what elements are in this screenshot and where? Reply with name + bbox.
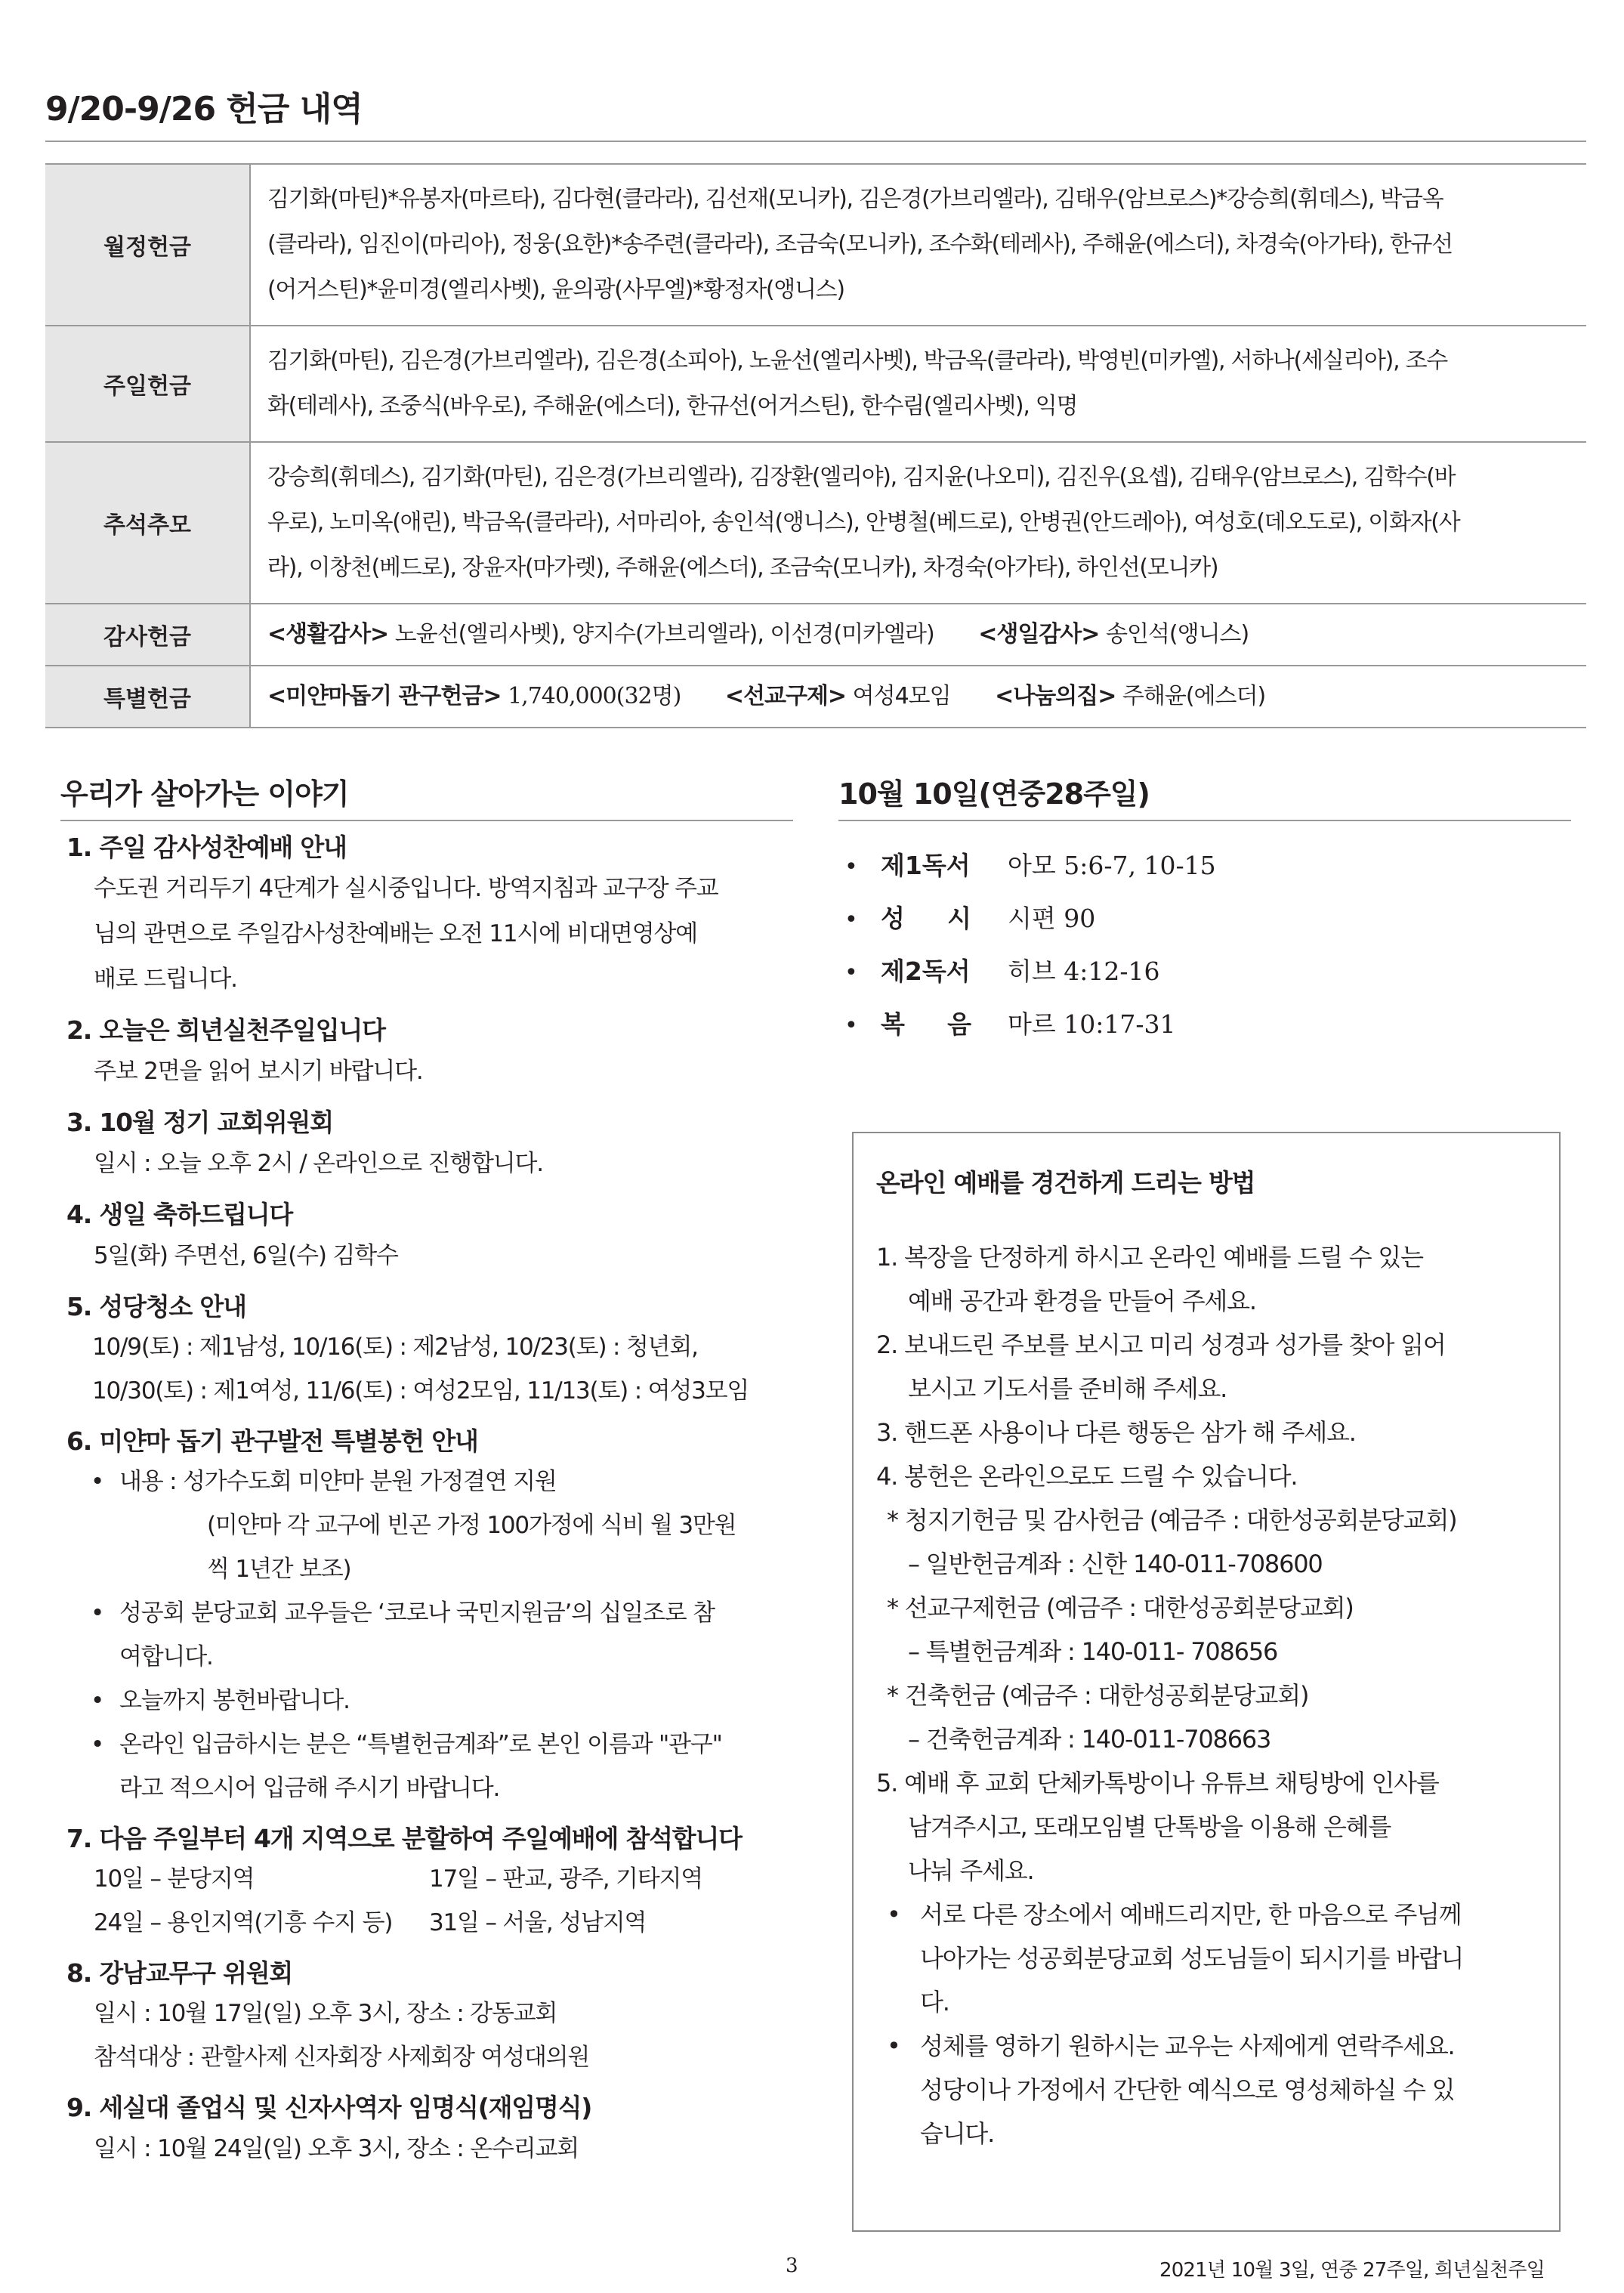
news-item-title: 3. 10월 정기 교회위원회 bbox=[66, 1108, 333, 1137]
lectionary-list bbox=[844, 840, 1524, 1052]
special-sharing bbox=[995, 683, 1265, 709]
names-line: 우로), 노미옥(애린), 박금옥(클라라), 서마리아, 송인석(앵니스), 안병철(베드로), 안병권(안드레아), 여성호(데오도로), 이화자(사 bbox=[267, 509, 1460, 536]
reading-label: 성 시 bbox=[881, 904, 971, 933]
account-holder: * 청지기헌금 및 감사헌금 (예금주 : 대한성공회분당교회) bbox=[887, 1506, 1457, 1534]
account-number: – 특별헌금계좌 : 140-011- 708656 bbox=[908, 1637, 1278, 1666]
news-item-body bbox=[66, 1325, 799, 1413]
bullet-dot: • bbox=[91, 1599, 104, 1627]
guide-item bbox=[876, 1323, 1536, 1411]
reading-ref: 아모 5:6-7, 10-15 bbox=[1008, 851, 1216, 880]
news-item-title: 9. 세실대 졸업식 및 신자사역자 임명식(재임명식) bbox=[66, 2093, 592, 2122]
guide-line: 보시고 기도서를 준비해 주세요. bbox=[908, 1374, 1227, 1403]
reading-ref: 히브 4:12-16 bbox=[1008, 956, 1160, 986]
reading-ref: 마르 10:17-31 bbox=[1008, 1009, 1176, 1039]
bullet-dot: • bbox=[91, 1687, 104, 1714]
news-item-body bbox=[66, 1857, 799, 1945]
body-line: 일시 : 10월 24일(일) 오후 3시, 장소 : 온수리교회 bbox=[94, 2135, 579, 2162]
body-line: 일시 : 10월 17일(일) 오후 3시, 장소 : 강동교회 bbox=[94, 2000, 557, 2027]
guide-bullet bbox=[876, 1893, 1536, 2024]
guide-bullet bbox=[876, 2024, 1536, 2155]
news-item-body bbox=[66, 1141, 799, 1186]
lectionary-item bbox=[844, 999, 1524, 1052]
news-item-title: 1. 주일 감사성찬예배 안내 bbox=[66, 833, 347, 862]
names-line: 김기화(마틴), 김은경(가브리엘라), 김은경(소피아), 노윤선(엘리사벳), 박금옥(클라라), 박영빈(미카엘), 서하나(세실리아), 조수 bbox=[267, 348, 1447, 374]
news-heading: 우리가 살아가는 이야기 bbox=[60, 771, 793, 821]
offering-title: 9/20-9/26 헌금 내역 bbox=[45, 82, 1586, 142]
body-line: 씩 1년간 보조) bbox=[207, 1556, 351, 1583]
reading-label: 제1독서 bbox=[881, 851, 971, 880]
offering-row-special bbox=[45, 666, 1586, 728]
news-item-title: 2. 오늘은 희년실천주일입니다 bbox=[66, 1015, 385, 1045]
body-line: 여합니다. bbox=[119, 1643, 213, 1670]
region-cell: 17일 – 판교, 광주, 기타지역 bbox=[429, 1865, 702, 1893]
page-number: 3 bbox=[786, 2254, 798, 2277]
tag: <생활감사> bbox=[267, 621, 389, 647]
guide-line: 나눠 주세요. bbox=[908, 1856, 1034, 1885]
guide-line: 성체를 영하기 원하시는 교우는 사제에게 연락주세요. bbox=[920, 2032, 1455, 2060]
special-myanmar bbox=[267, 683, 681, 709]
lectionary-item bbox=[844, 840, 1524, 893]
body-line: 참석대상 : 관할사제 신자회장 사제회장 여성대의원 bbox=[94, 2044, 590, 2071]
guide-line: 성당이나 가정에서 간단한 예식으로 영성체하실 수 있 bbox=[920, 2075, 1455, 2104]
body-line: 일시 : 오늘 오후 2시 / 온라인으로 진행합니다. bbox=[94, 1150, 543, 1177]
reading-ref: 시편 90 bbox=[1008, 904, 1096, 933]
names: 송인석(앵니스) bbox=[1099, 621, 1249, 647]
bullet-dot: • bbox=[887, 1900, 900, 1929]
news-list bbox=[66, 830, 799, 2171]
tag: <미얀마돕기 관구헌금> bbox=[267, 683, 502, 709]
news-item-body bbox=[66, 1049, 799, 1094]
tag: <생일감사> bbox=[978, 621, 1100, 647]
news-item-title: 5. 성당청소 안내 bbox=[66, 1292, 246, 1321]
names: 여성4모임 bbox=[846, 683, 951, 709]
footer-date: 2021년 10월 3일, 연중 27주일, 희년실천주일 bbox=[1159, 2259, 1545, 2282]
guide-line: 3. 핸드폰 사용이나 다른 행동은 삼가 해 주세요. bbox=[876, 1418, 1356, 1447]
guide-line: 예배 공간과 환경을 만들어 주세요. bbox=[908, 1287, 1256, 1315]
offering-row-monthly bbox=[45, 165, 1586, 326]
bullet-dot: • bbox=[844, 1012, 858, 1039]
body-line: 5일(화) 주면선, 6일(수) 김학수 bbox=[94, 1242, 398, 1269]
row-names bbox=[251, 165, 1586, 325]
guide-line: 남겨주시고, 또래모임별 단톡방을 이용해 은혜를 bbox=[908, 1812, 1391, 1841]
body-line: (미얀마 각 교구에 빈곤 가정 100가정에 식비 월 3만원 bbox=[207, 1512, 736, 1539]
news-item-body bbox=[66, 1233, 799, 1278]
news-bullet bbox=[66, 1460, 799, 1591]
region-row bbox=[94, 1901, 799, 1945]
online-worship-guide bbox=[852, 1132, 1561, 2232]
guide-line: 습니다. bbox=[920, 2119, 995, 2148]
news-item-title: 4. 생일 축하드립니다 bbox=[66, 1200, 293, 1229]
names: 주해윤(에스더) bbox=[1116, 683, 1266, 709]
region-cell: 24일 – 용인지역(기흥 수지 등) bbox=[94, 1909, 393, 1936]
row-names bbox=[251, 443, 1586, 603]
bullet-dot: • bbox=[844, 960, 858, 986]
body-line: 10/9(토) : 제1남성, 10/16(토) : 제2남성, 10/23(토) : 청년회, bbox=[92, 1333, 698, 1361]
guide-item bbox=[876, 1235, 1536, 1323]
bullet-dot: • bbox=[844, 854, 858, 880]
body-line: 수도권 거리두기 4단계가 실시중입니다. 방역지침과 교구장 주교 bbox=[94, 875, 718, 902]
bullet-dot: • bbox=[844, 907, 858, 933]
news-bullet bbox=[66, 1679, 799, 1723]
bullet-dot: • bbox=[887, 2032, 900, 2060]
reading-label: 제2독서 bbox=[881, 956, 971, 986]
guide-item bbox=[876, 1761, 1536, 1893]
row-names bbox=[251, 326, 1586, 441]
body-line: 주보 2면을 읽어 보시기 바랍니다. bbox=[94, 1058, 423, 1085]
thanks-birthday bbox=[978, 621, 1249, 647]
lectionary-item bbox=[844, 893, 1524, 946]
region-cell: 31일 – 서울, 성남지역 bbox=[429, 1909, 647, 1936]
names-line: 화(테레사), 조중식(바우로), 주해윤(에스더), 한규선(어거스틴), 한수림(엘리사벳), 익명 bbox=[267, 393, 1078, 419]
guide-item bbox=[876, 1454, 1536, 1761]
row-label: 주일헌금 bbox=[45, 326, 251, 441]
body-line: 내용 : 성가수도회 미얀마 분원 가정결연 지원 bbox=[119, 1468, 557, 1495]
account-number: – 건축헌금계좌 : 140-011-708663 bbox=[908, 1725, 1271, 1754]
news-item-body bbox=[66, 866, 799, 1002]
offering-row-thanks bbox=[45, 604, 1586, 666]
names-line: 강승희(휘데스), 김기화(마틴), 김은경(가브리엘라), 김장환(엘리야), 김지윤(나오미), 김진우(요셉), 김태우(암브로스), 김학수(바 bbox=[267, 464, 1456, 490]
tag: <나눔의집> bbox=[995, 683, 1116, 709]
region-cell: 10일 – 분당지역 bbox=[94, 1865, 255, 1893]
special-mission bbox=[725, 683, 951, 709]
offering-row-sunday bbox=[45, 326, 1586, 443]
offering-row-chuseok bbox=[45, 443, 1586, 604]
guide-line: 1. 복장을 단정하게 하시고 온라인 예배를 드릴 수 있는 bbox=[876, 1243, 1423, 1272]
news-item-body bbox=[66, 1992, 799, 2079]
guide-line: 서로 다른 장소에서 예배드리지만, 한 마음으로 주님께 bbox=[920, 1900, 1462, 1929]
guide-title: 온라인 예배를 경건하게 드리는 방법 bbox=[876, 1168, 1255, 1197]
thanks-living bbox=[267, 621, 934, 647]
news-item-title: 6. 미얀마 돕기 관구발전 특별봉헌 안내 bbox=[66, 1426, 478, 1456]
names-line: (클라라), 임진이(마리아), 정웅(요한)*송주련(클라라), 조금숙(모니카), 조수화(테레사), 주해윤(에스더), 차경숙(아가타), 한규선 bbox=[267, 231, 1453, 258]
lectionary-heading: 10월 10일(연중28주일) bbox=[838, 771, 1571, 821]
guide-item bbox=[876, 1411, 1536, 1454]
body-line: 10/30(토) : 제1여성, 11/6(토) : 여성2모임, 11/13(토) : 여성3모임 bbox=[92, 1377, 749, 1405]
body-line: 라고 적으시어 입금해 주시기 바랍니다. bbox=[119, 1775, 500, 1802]
news-item-body bbox=[66, 2126, 799, 2171]
region-row bbox=[94, 1857, 799, 1901]
guide-line: 2. 보내드린 주보를 보시고 미리 성경과 성가를 찾아 읽어 bbox=[876, 1330, 1446, 1359]
guide-line: 나아가는 성공회분당교회 성도님들이 되시기를 바랍니 bbox=[920, 1944, 1464, 1973]
lectionary-item bbox=[844, 946, 1524, 999]
row-names bbox=[251, 666, 1586, 727]
row-label: 추석추모 bbox=[45, 443, 251, 603]
offering-table bbox=[45, 163, 1586, 728]
bullet-dot: • bbox=[91, 1468, 104, 1495]
news-bullet bbox=[66, 1591, 799, 1679]
body-line: 배로 드립니다. bbox=[94, 966, 237, 993]
names-line: 라), 이창천(베드로), 장윤자(마가렛), 주해윤(에스더), 조금숙(모니카), 차경숙(아가타), 하인선(모니카) bbox=[267, 555, 1218, 581]
row-label: 월정헌금 bbox=[45, 165, 251, 325]
body-line: 성공회 분당교회 교우들은 ‘코로나 국민지원금’의 십일조로 참 bbox=[119, 1599, 715, 1627]
guide-line: 5. 예배 후 교회 단체카톡방이나 유튜브 채팅방에 인사를 bbox=[876, 1769, 1439, 1797]
names-line: 김기화(마틴)*유봉자(마르타), 김다현(클라라), 김선재(모니카), 김은경(가브리엘라), 김태우(암브로스)*강승희(휘데스), 박금옥 bbox=[267, 186, 1443, 212]
names: 노윤선(엘리사벳), 양지수(가브리엘라), 이선경(미카엘라) bbox=[388, 621, 934, 647]
guide-line: 다. bbox=[920, 1988, 949, 2016]
news-item-title: 7. 다음 주일부터 4개 지역으로 분할하여 주일예배에 참석합니다 bbox=[66, 1824, 742, 1853]
tag: <선교구제> bbox=[724, 683, 847, 709]
account-holder: * 건축헌금 (예금주 : 대한성공회분당교회) bbox=[887, 1681, 1309, 1710]
account-holder: * 선교구제헌금 (예금주 : 대한성공회분당교회) bbox=[887, 1593, 1354, 1622]
bullet-dot: • bbox=[91, 1731, 104, 1758]
guide-line: 4. 봉헌은 온라인으로도 드릴 수 있습니다. bbox=[876, 1462, 1298, 1491]
names-line: (어거스틴)*윤미경(엘리사벳), 윤의광(사무엘)*황정자(앵니스) bbox=[267, 277, 844, 303]
body-line: 온라인 입금하시는 분은 “특별헌금계좌”로 본인 이름과 "관구" bbox=[119, 1731, 722, 1758]
body-line: 오늘까지 봉헌바랍니다. bbox=[119, 1687, 350, 1714]
news-item-title: 8. 강남교무구 위원회 bbox=[66, 1958, 293, 1988]
body-line: 님의 관면으로 주일감사성찬예배는 오전 11시에 비대면영상예 bbox=[94, 920, 697, 947]
reading-label: 복 음 bbox=[881, 1009, 971, 1039]
row-names bbox=[251, 604, 1586, 665]
news-bullet bbox=[66, 1723, 799, 1810]
amount: 1,740,000(32명) bbox=[501, 683, 681, 709]
row-label: 감사헌금 bbox=[45, 604, 251, 665]
account-number: – 일반헌금계좌 : 신한 140-011-708600 bbox=[908, 1550, 1323, 1578]
row-label: 특별헌금 bbox=[45, 666, 251, 727]
